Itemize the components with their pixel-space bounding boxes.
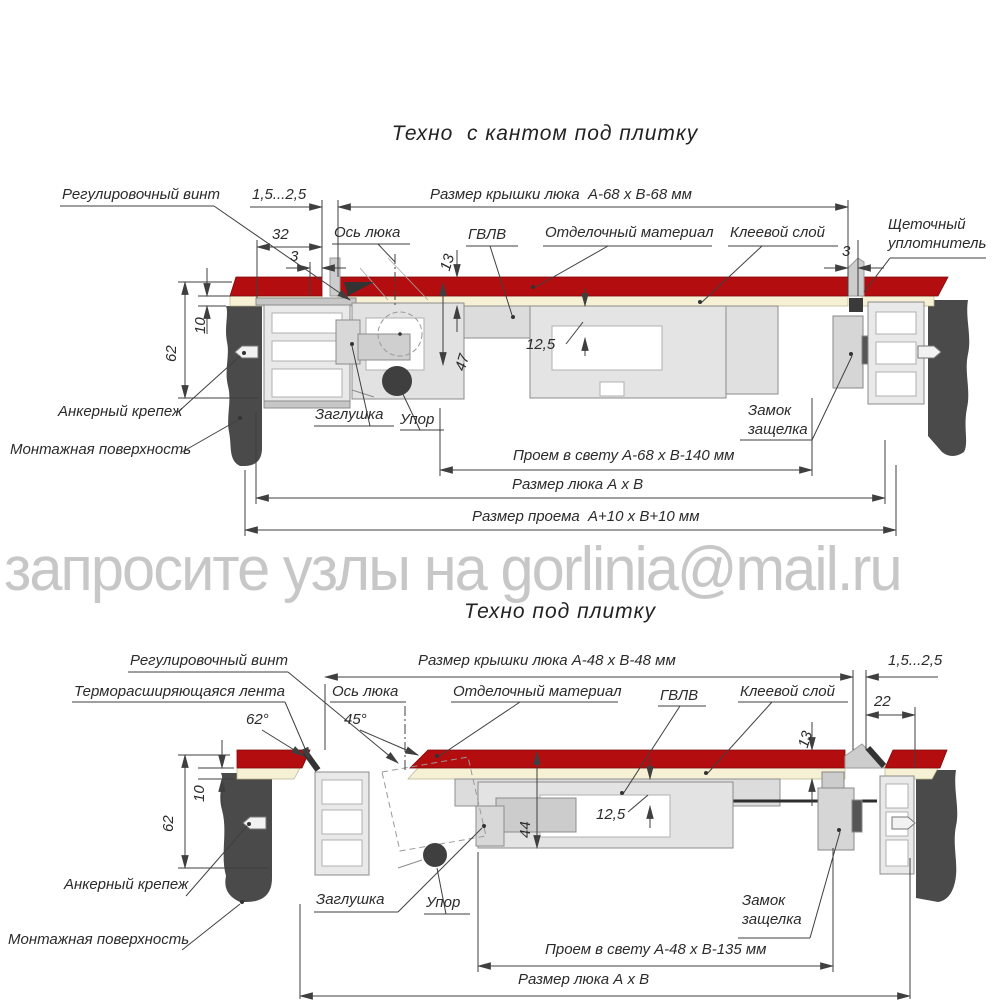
top-dim-10: 10: [192, 317, 209, 334]
bottom-dim-12-5: 12,5: [596, 806, 626, 823]
top-title: Техно с кантом под плитку: [391, 122, 699, 145]
bottom-angle-45: 45°: [344, 711, 367, 728]
top-dim-3-left: 3: [290, 248, 299, 265]
bottom-label-regulating-screw: Регулировочный винт: [130, 652, 289, 669]
adjusting-screw-body: [496, 798, 576, 832]
top-label-lock: Замок защелка: [748, 402, 808, 438]
top-dim-lid-size: Размер крышки люка А-68 х В-68 мм: [430, 186, 692, 203]
top-dim-clearance: Проем в свету А-68 х В-140 мм: [513, 447, 735, 464]
mounting-wall-right: [928, 300, 969, 456]
bottom-label-anchor: Анкерный крепеж: [64, 876, 189, 893]
watermark-text: запросите узлы на gorlinia@mail.ru: [4, 535, 901, 604]
bottom-dim-62: 62: [160, 815, 177, 832]
bottom-dim-gap: 1,5...2,5: [888, 652, 943, 669]
mounting-wall-right: [916, 770, 957, 902]
top-label-axis: Ось люка: [334, 224, 401, 241]
plug-block: [336, 320, 360, 364]
bottom-label-plug: Заглушка: [316, 891, 385, 908]
top-label-gvlv: ГВЛВ: [468, 226, 507, 243]
frame-profile-right: [868, 302, 924, 404]
bottom-label-thermal-tape: Терморасширяющаяся лента: [74, 683, 285, 700]
top-dim-62: 62: [163, 345, 180, 362]
bottom-label-lock: Замок защелка: [742, 892, 802, 928]
bottom-dim-lid-size: Размер крышки люка А-48 х В-48 мм: [418, 652, 676, 669]
tile-layer: [237, 750, 947, 768]
bottom-dim-13: 13: [795, 729, 817, 750]
edge-trim-right-gap: [848, 258, 864, 312]
top-dim-32: 32: [272, 226, 289, 243]
top-label-regulating-screw: Регулировочный винт: [62, 186, 221, 203]
bottom-dim-clearance: Проем в свету А-48 х В-135 мм: [545, 941, 767, 958]
top-label-stop: Упор: [400, 411, 435, 428]
bottom-angle-62: 62°: [246, 711, 269, 728]
bottom-section-drawing: [72, 670, 957, 999]
stop-roller: [423, 843, 447, 867]
mounting-wall-left: [226, 306, 262, 466]
door-profile-right: [530, 306, 778, 398]
bottom-label-gvlv: ГВЛВ: [660, 687, 699, 704]
edge-trim-right: [845, 744, 885, 768]
bottom-label-axis: Ось люка: [332, 683, 399, 700]
top-dim-opening-size: Размер проема А+10 х В+10 мм: [472, 508, 700, 525]
top-label-brush-seal: Щеточный уплотнитель: [888, 216, 987, 252]
bottom-label-mounting-surface: Монтажная поверхность: [8, 931, 190, 948]
mounting-wall-left: [220, 773, 272, 902]
top-label-anchor: Анкерный крепеж: [58, 403, 183, 420]
stop-roller: [382, 366, 412, 396]
bottom-label-stop: Упор: [426, 894, 461, 911]
top-dim-hatch-size: Размер люка А х В: [512, 476, 644, 493]
top-label-mounting-surface: Монтажная поверхность: [10, 441, 192, 458]
top-dim-47: 47: [452, 352, 474, 373]
bottom-label-glue: Клеевой слой: [740, 683, 835, 700]
frame-profile-left: [315, 772, 369, 875]
latch-lock: [833, 316, 871, 388]
bottom-dim-44: 44: [517, 821, 534, 838]
top-dim-gap: 1,5...2,5: [252, 186, 307, 203]
latch-lock: [818, 772, 862, 850]
top-label-plug: Заглушка: [315, 406, 384, 423]
bottom-dim-hatch-size: Размер люка А х В: [518, 971, 650, 988]
bottom-dim-22: 22: [874, 693, 891, 710]
bottom-title: Техно под плитку: [463, 600, 657, 623]
brush-seal: [849, 298, 863, 312]
top-label-glue: Клеевой слой: [730, 224, 825, 241]
thermal-tape-left: [305, 752, 318, 770]
top-dim-13: 13: [437, 252, 459, 273]
bottom-label-finishing: Отделочный материал: [453, 683, 622, 700]
bottom-dim-10: 10: [191, 785, 208, 802]
top-dim-3-right: 3: [842, 243, 851, 260]
top-dim-12-5: 12,5: [526, 336, 556, 353]
top-label-finishing: Отделочный материал: [545, 224, 714, 241]
